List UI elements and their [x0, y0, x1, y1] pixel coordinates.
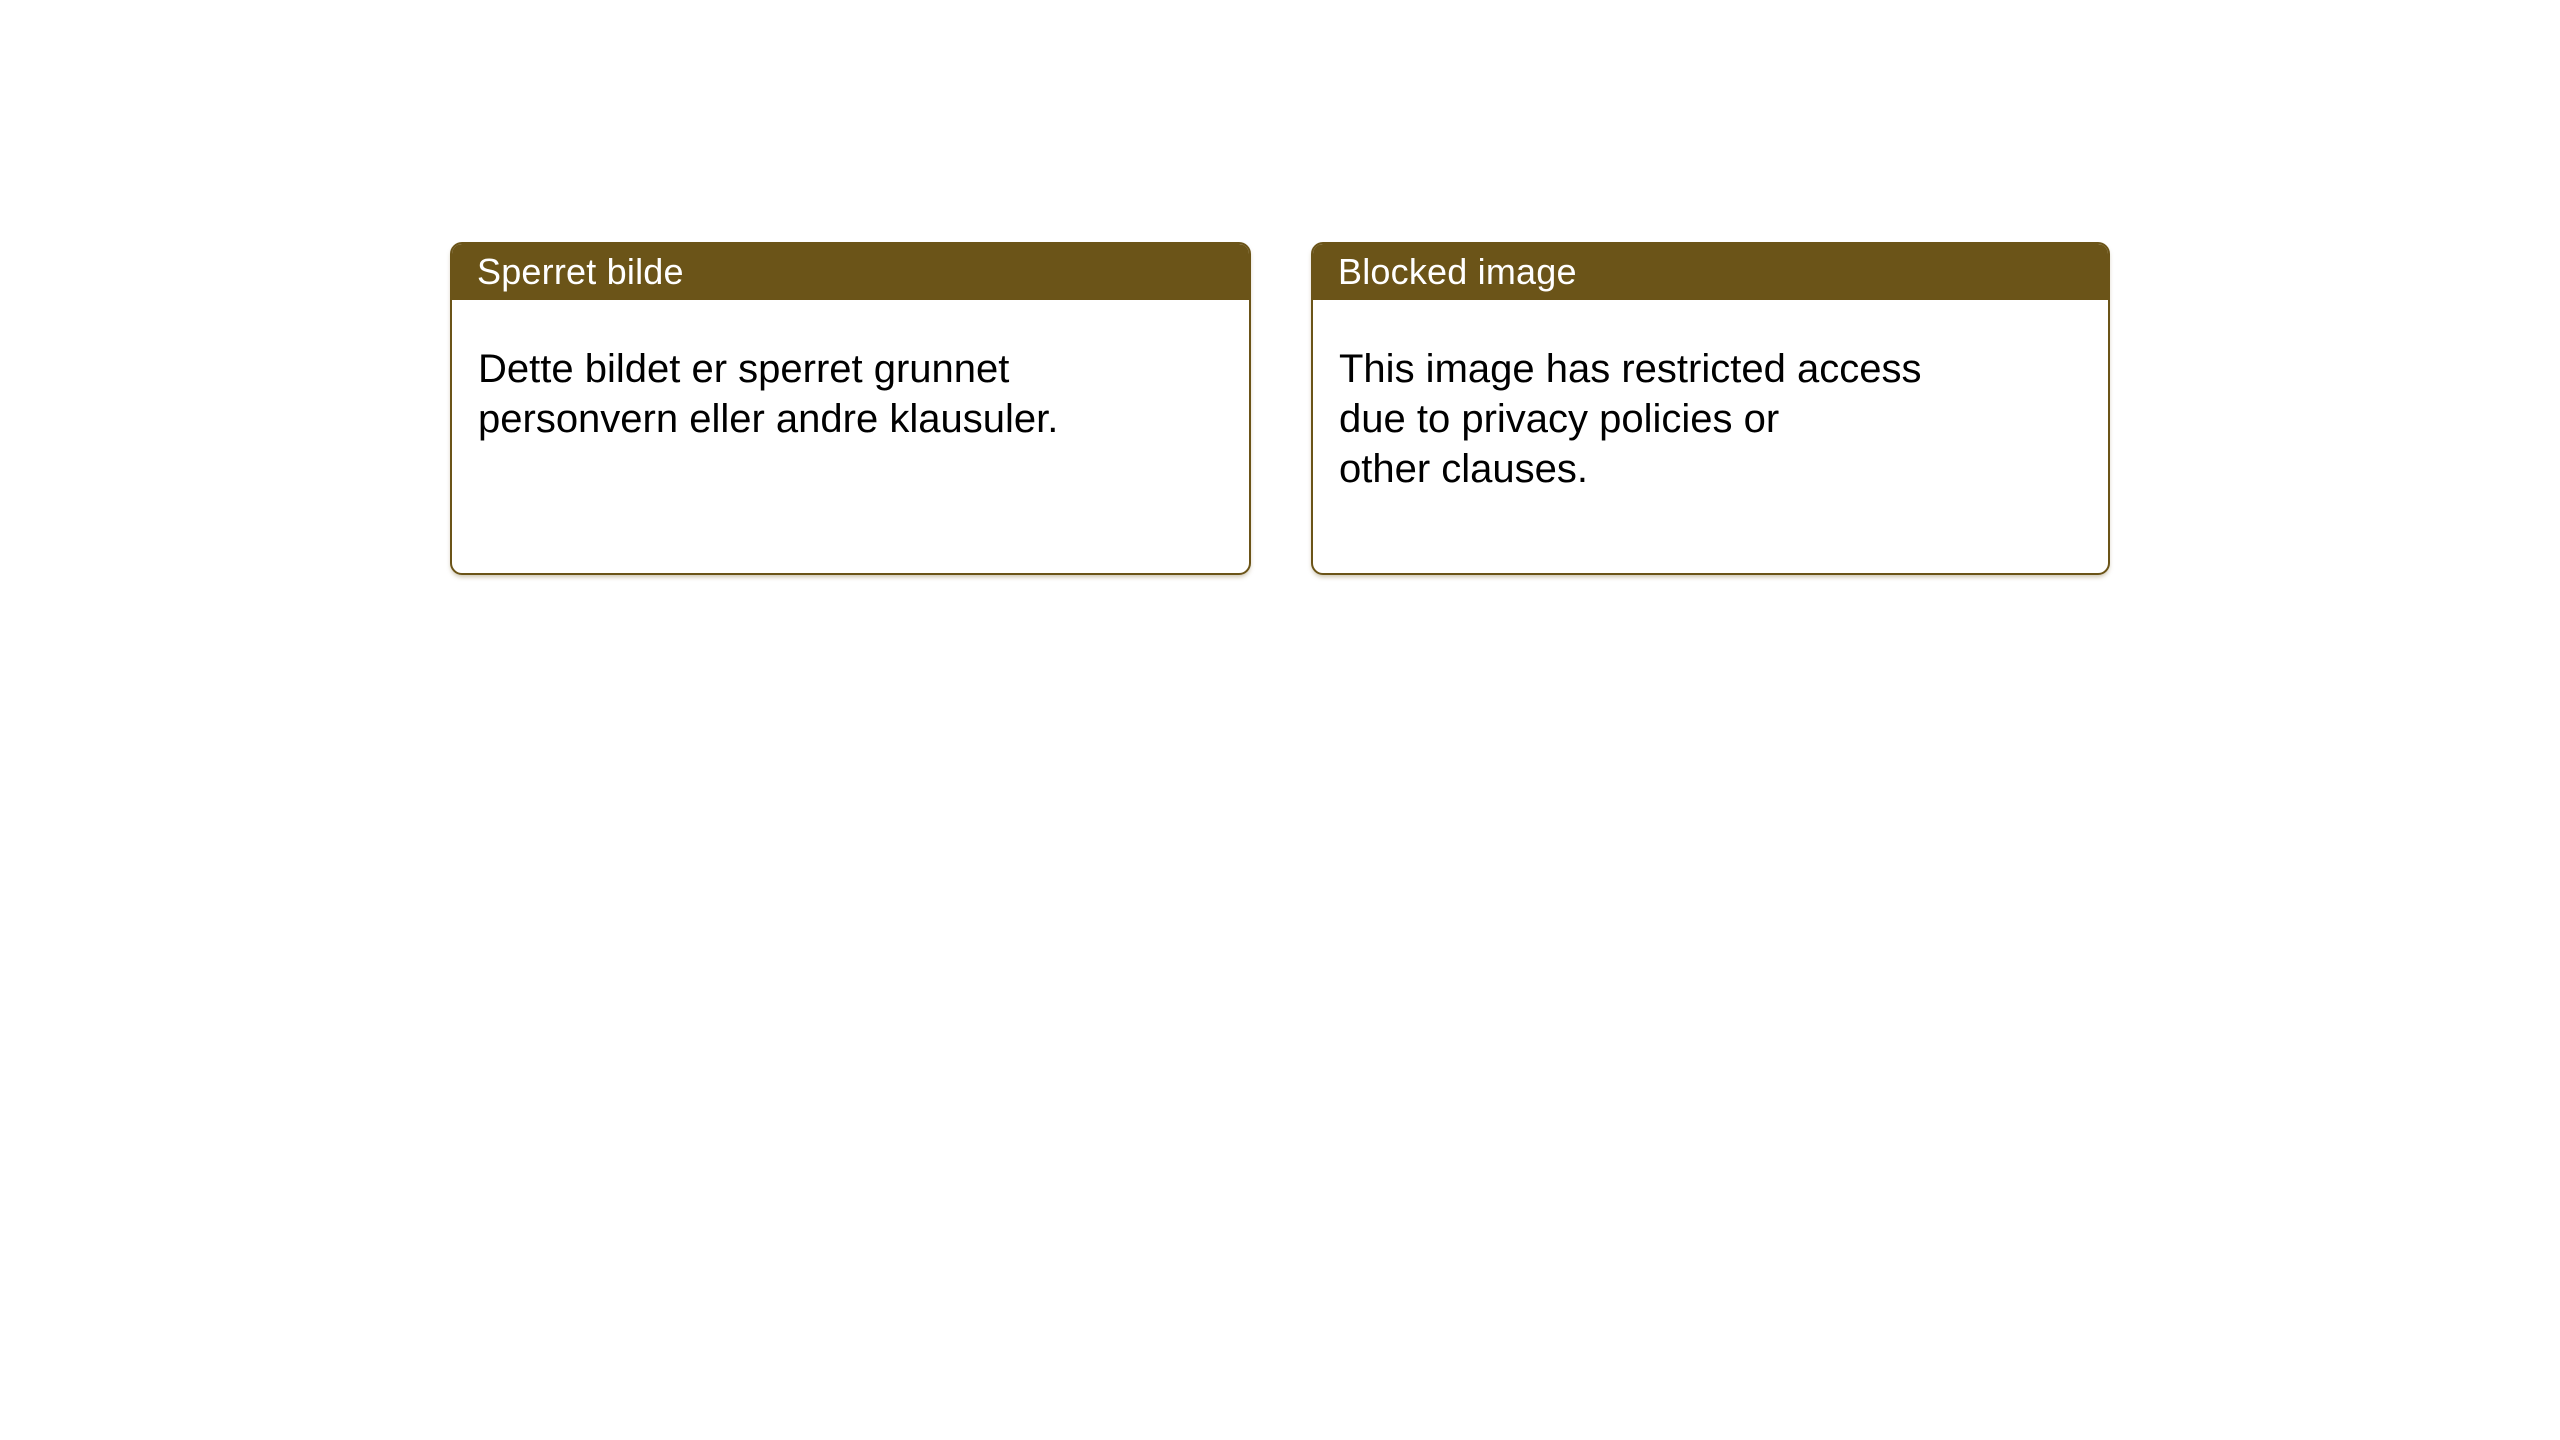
card-body [1313, 300, 2108, 520]
card-header [1312, 243, 2109, 300]
blocked-image-placeholder-norwegian[interactable] [450, 242, 1251, 575]
card-body-line: This image has restricted access [1339, 347, 1922, 391]
card-title: Blocked image [1338, 250, 1577, 292]
card-body [452, 300, 1249, 470]
blocked-image-placeholder-english[interactable] [1311, 242, 2110, 575]
card-body-line: other clauses. [1339, 447, 1589, 491]
card-header [451, 243, 1250, 300]
card-body-line: personvern eller andre klausuler. [478, 397, 1059, 441]
card-body-line: due to privacy policies or [1339, 397, 1780, 441]
card-title: Sperret bilde [477, 250, 684, 292]
card-body-line: Dette bildet er sperret grunnet [478, 347, 1010, 391]
